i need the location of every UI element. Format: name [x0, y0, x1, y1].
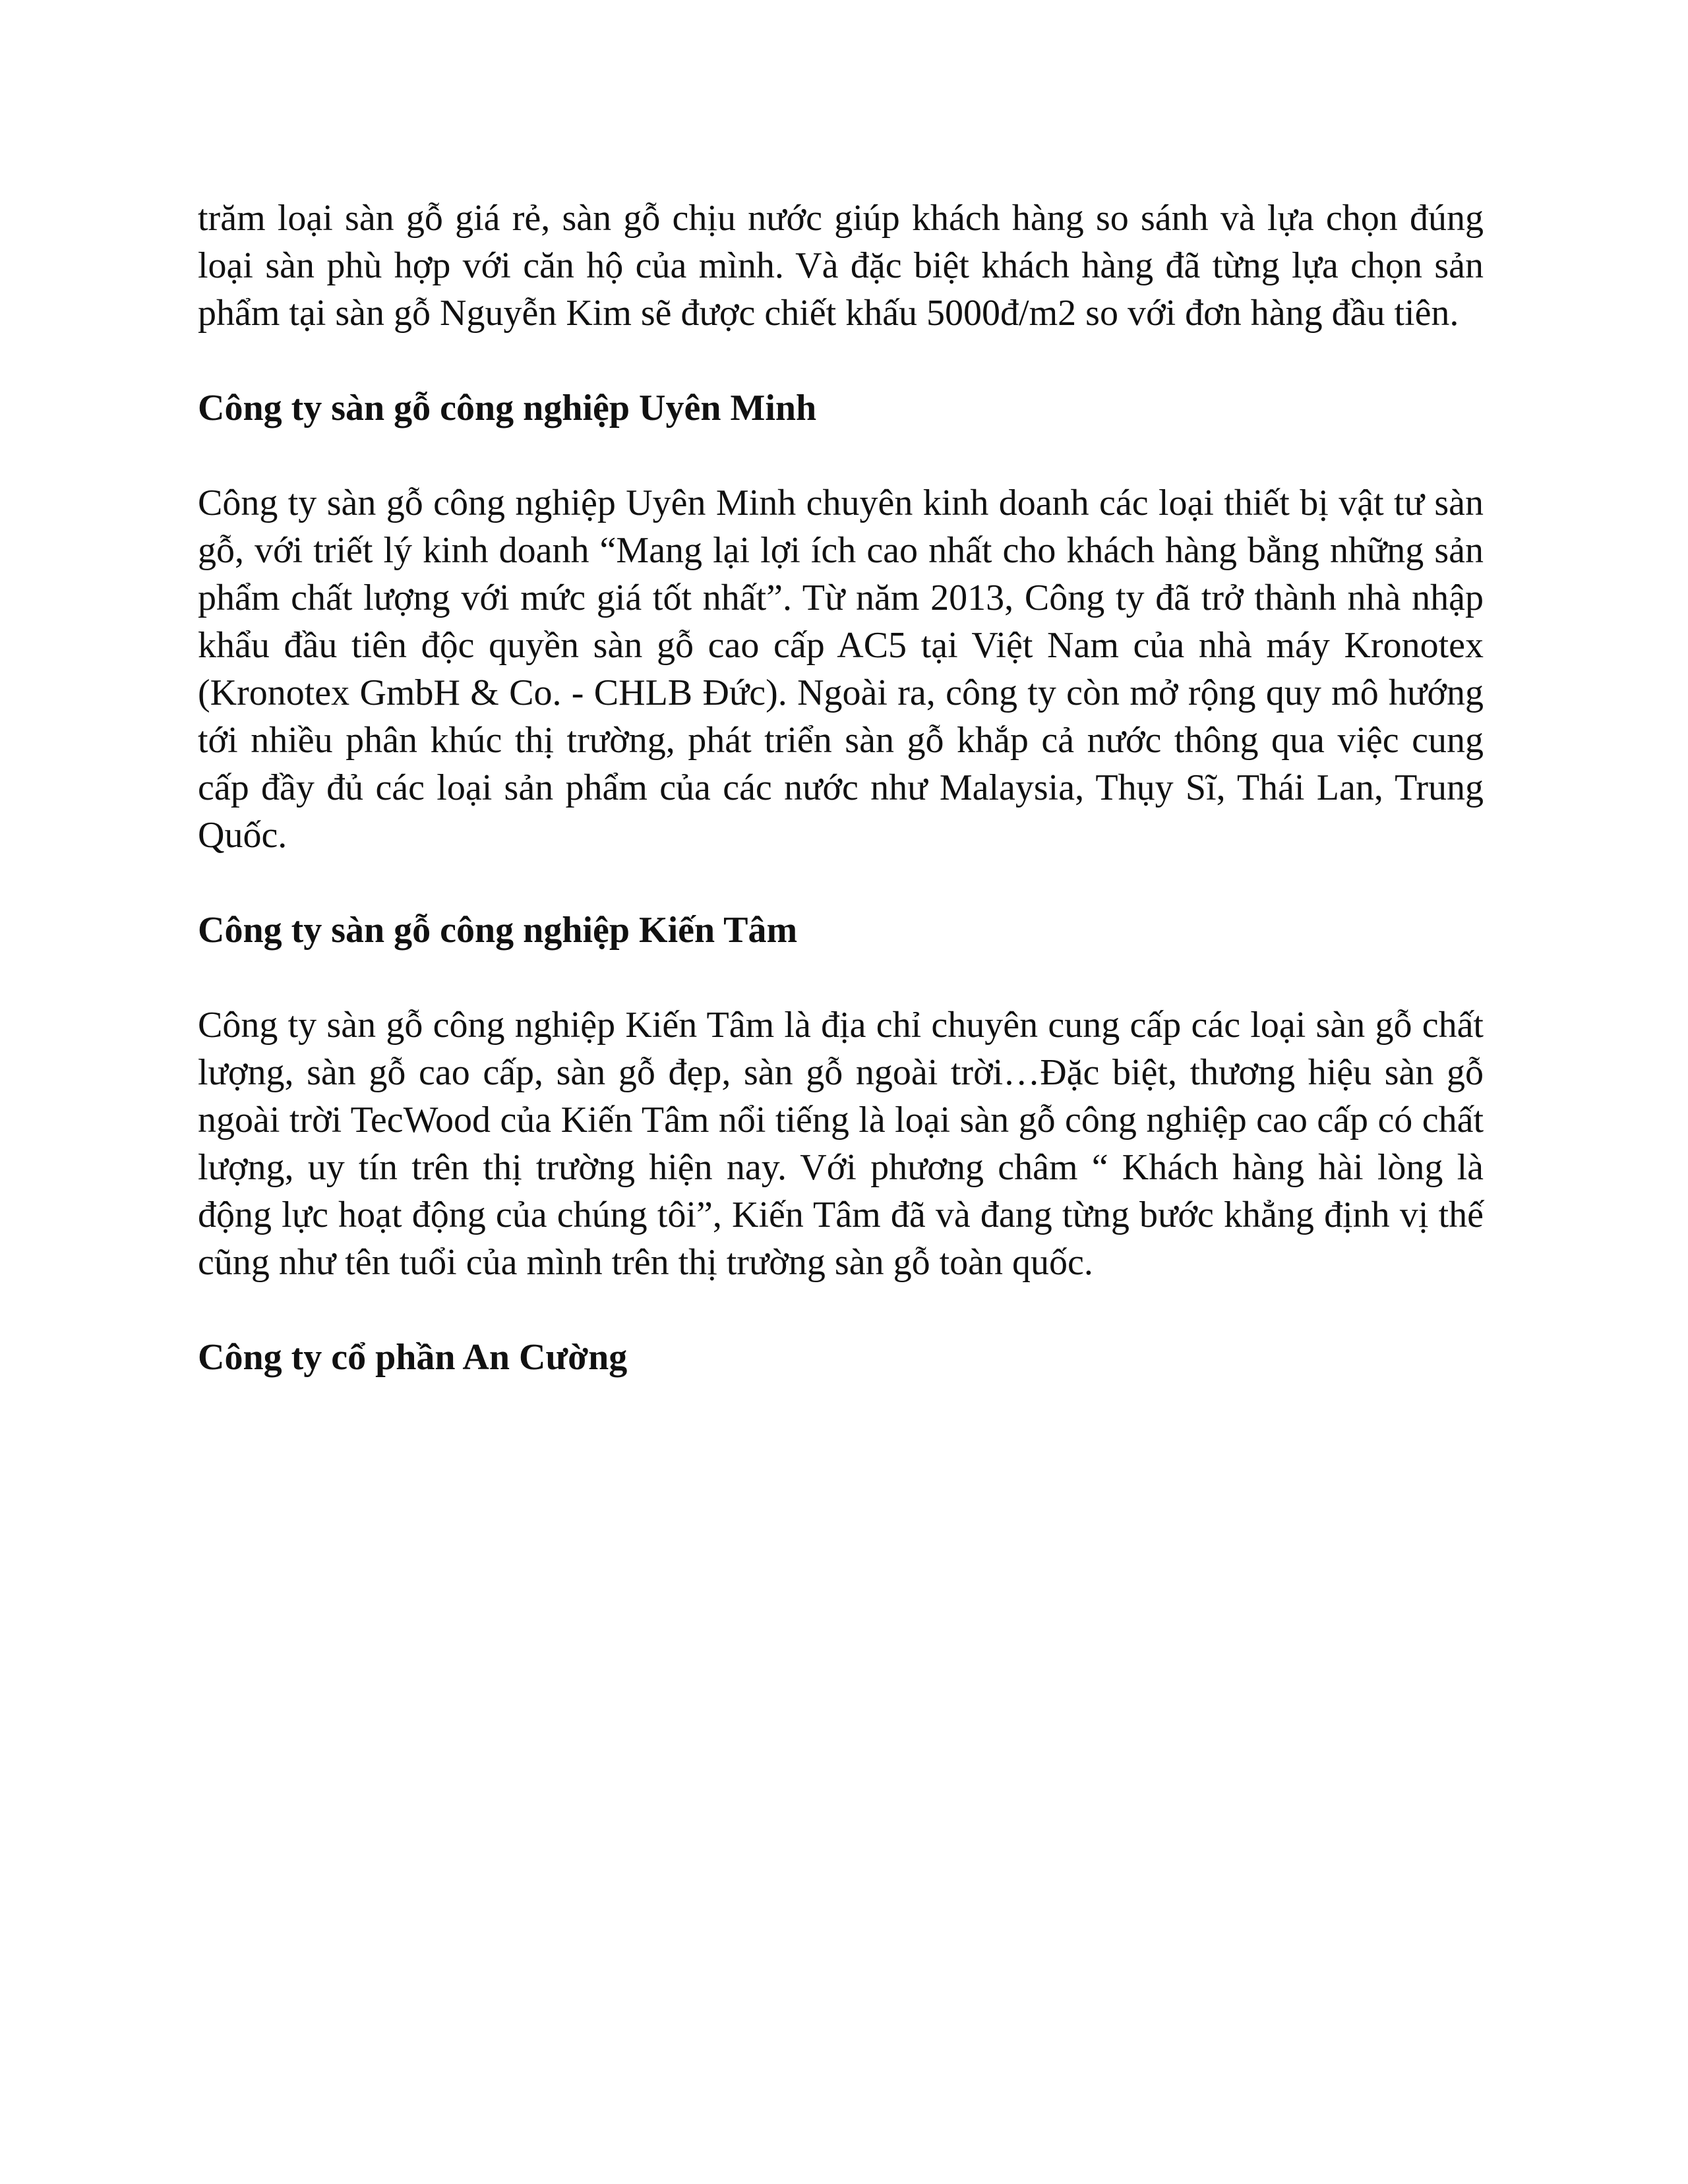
section-heading-uyen-minh: Công ty sàn gỗ công nghiệp Uyên Minh	[198, 388, 817, 428]
section-heading-an-cuong: Công ty cổ phần An Cường	[198, 1337, 628, 1378]
document-body	[198, 194, 1484, 1381]
section-paragraph-uyen-minh: Công ty sàn gỗ công nghiệp Uyên Minh chuyên kinh doanh các loại thiết bị vật tư sàn gỗ, với triết lý kinh doanh “Mang lại lợi ích cao nhất cho khách hàng bằng những sản phẩm chất lượng với mức giá tốt nhất”. Từ năm 2013, Công ty đã trở thành nhà nhập khẩu đầu tiên độc quyền sàn gỗ cao cấp AC5 tại Việt Nam của nhà máy Kronotex (Kronotex GmbH & Co. - CHLB Đức). Ngoài ra, công ty còn mở rộng quy mô hướng tới nhiều phân khúc thị trường, phát triển sàn gỗ khắp cả nước thông qua việc cung cấp đầy đủ các loại sản phẩm của các nước như Malaysia, Thụy Sĩ, Thái Lan, Trung Quốc.	[198, 483, 1484, 856]
section-heading-kien-tam: Công ty sàn gỗ công nghiệp Kiến Tâm	[198, 910, 798, 951]
section-paragraph-kien-tam: Công ty sàn gỗ công nghiệp Kiến Tâm là địa chỉ chuyên cung cấp các loại sàn gỗ chất lượng, sàn gỗ cao cấp, sàn gỗ đẹp, sàn gỗ ngoài trời…Đặc biệt, thương hiệu sàn gỗ ngoài trời TecWood của Kiến Tâm nổi tiếng là loại sàn gỗ công nghiệp cao cấp có chất lượng, uy tín trên thị trường hiện nay. Với phương châm “ Khách hàng hài lòng là động lực hoạt động của chúng tôi”, Kiến Tâm đã và đang từng bước khẳng định vị thế cũng như tên tuổi của mình trên thị trường sàn gỗ toàn quốc.	[198, 1005, 1484, 1283]
intro-paragraph: trăm loại sàn gỗ giá rẻ, sàn gỗ chịu nước giúp khách hàng so sánh và lựa chọn đúng loại sàn phù hợp với căn hộ của mình. Và đặc biệt khách hàng đã từng lựa chọn sản phẩm tại sàn gỗ Nguyễn Kim sẽ được chiết khấu 5000đ/m2 so với đơn hàng đầu tiên.	[198, 198, 1484, 334]
